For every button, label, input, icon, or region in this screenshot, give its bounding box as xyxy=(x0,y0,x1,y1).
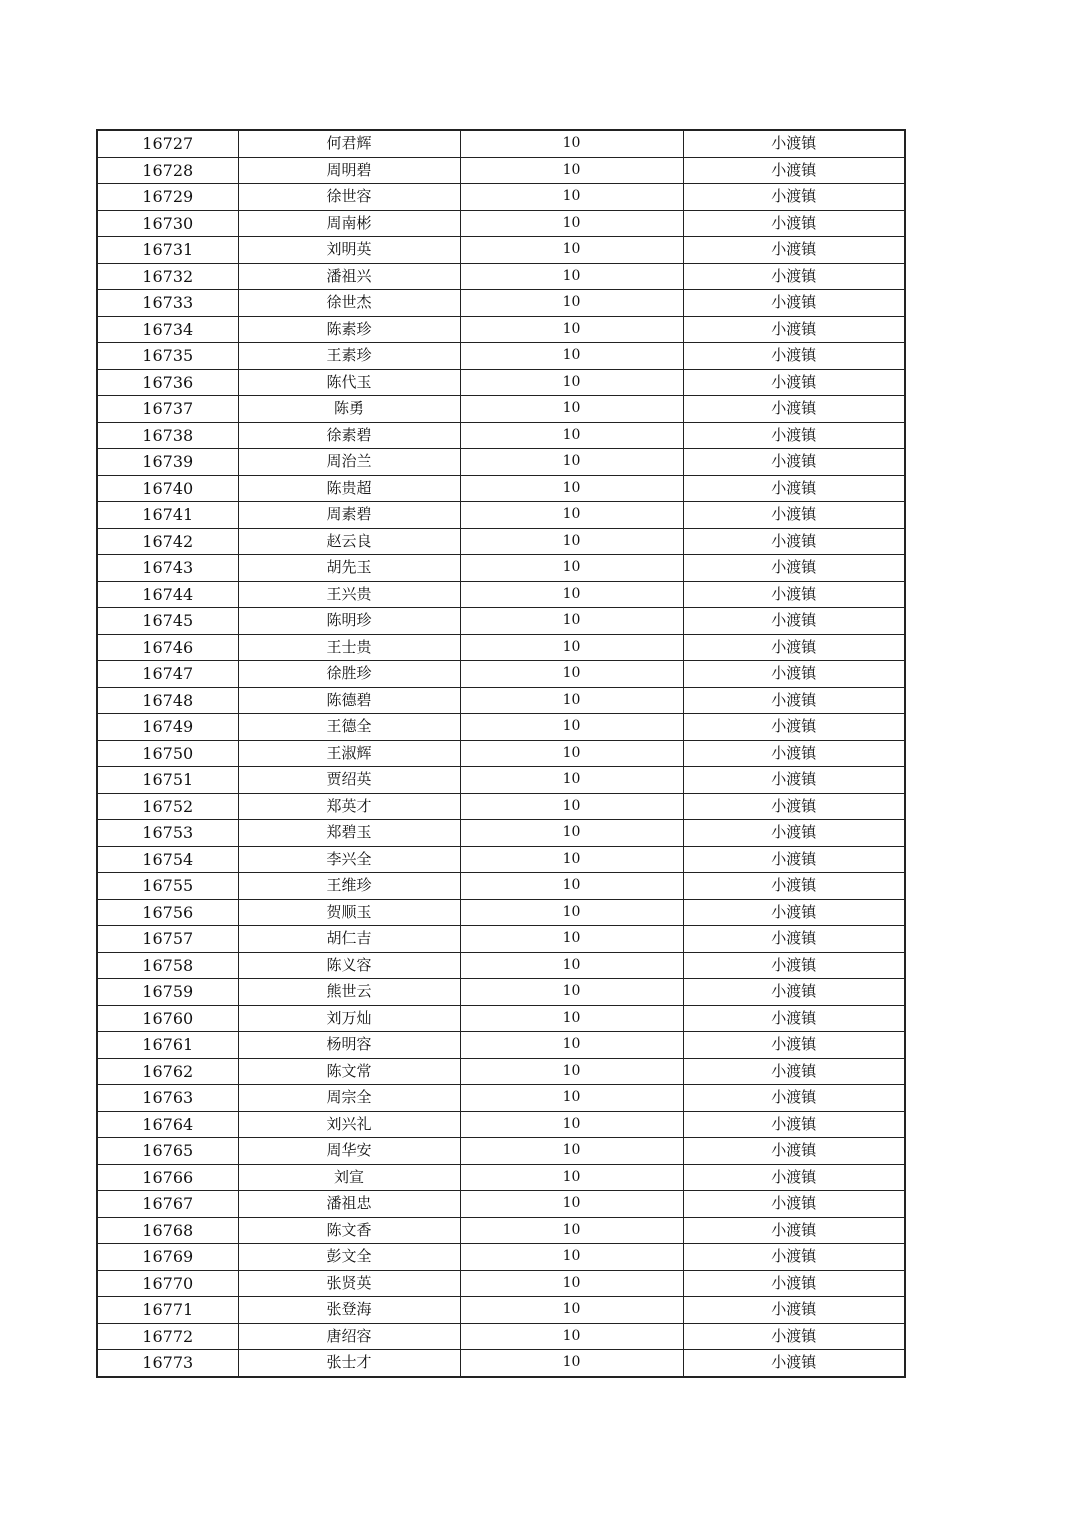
roster-table xyxy=(96,129,906,1378)
town-cell: 小渡镇 xyxy=(683,1270,905,1297)
table-row xyxy=(97,343,905,370)
name-cell: 陈素珍 xyxy=(238,316,460,343)
amount-cell: 10 xyxy=(460,793,683,820)
town-cell: 小渡镇 xyxy=(683,157,905,184)
id-cell: 16728 xyxy=(97,157,238,184)
amount-cell: 10 xyxy=(460,1111,683,1138)
id-cell: 16762 xyxy=(97,1058,238,1085)
name-cell: 陈明珍 xyxy=(238,608,460,635)
id-cell: 16752 xyxy=(97,793,238,820)
amount-cell: 10 xyxy=(460,528,683,555)
table-row xyxy=(97,1323,905,1350)
name-cell: 赵云良 xyxy=(238,528,460,555)
table-row xyxy=(97,316,905,343)
name-cell: 周治兰 xyxy=(238,449,460,476)
town-cell: 小渡镇 xyxy=(683,528,905,555)
amount-cell: 10 xyxy=(460,1005,683,1032)
name-cell: 徐世容 xyxy=(238,184,460,211)
name-cell: 潘祖兴 xyxy=(238,263,460,290)
amount-cell: 10 xyxy=(460,184,683,211)
town-cell: 小渡镇 xyxy=(683,184,905,211)
id-cell: 16742 xyxy=(97,528,238,555)
town-cell: 小渡镇 xyxy=(683,1005,905,1032)
town-cell: 小渡镇 xyxy=(683,449,905,476)
name-cell: 李兴全 xyxy=(238,846,460,873)
name-cell: 贺顺玉 xyxy=(238,899,460,926)
id-cell: 16736 xyxy=(97,369,238,396)
id-cell: 16754 xyxy=(97,846,238,873)
name-cell: 王淑辉 xyxy=(238,740,460,767)
amount-cell: 10 xyxy=(460,1191,683,1218)
name-cell: 张士才 xyxy=(238,1350,460,1377)
amount-cell: 10 xyxy=(460,952,683,979)
table-row xyxy=(97,210,905,237)
id-cell: 16758 xyxy=(97,952,238,979)
table-row xyxy=(97,290,905,317)
table-row xyxy=(97,1350,905,1377)
table-row xyxy=(97,1191,905,1218)
id-cell: 16757 xyxy=(97,926,238,953)
table-row xyxy=(97,714,905,741)
id-cell: 16751 xyxy=(97,767,238,794)
town-cell: 小渡镇 xyxy=(683,793,905,820)
name-cell: 刘万灿 xyxy=(238,1005,460,1032)
amount-cell: 10 xyxy=(460,555,683,582)
town-cell: 小渡镇 xyxy=(683,608,905,635)
town-cell: 小渡镇 xyxy=(683,1058,905,1085)
table-row xyxy=(97,634,905,661)
name-cell: 周素碧 xyxy=(238,502,460,529)
id-cell: 16750 xyxy=(97,740,238,767)
name-cell: 刘明英 xyxy=(238,237,460,264)
town-cell: 小渡镇 xyxy=(683,873,905,900)
roster-table-body xyxy=(97,130,905,1377)
amount-cell: 10 xyxy=(460,343,683,370)
id-cell: 16773 xyxy=(97,1350,238,1377)
id-cell: 16764 xyxy=(97,1111,238,1138)
amount-cell: 10 xyxy=(460,1270,683,1297)
town-cell: 小渡镇 xyxy=(683,130,905,157)
name-cell: 陈勇 xyxy=(238,396,460,423)
town-cell: 小渡镇 xyxy=(683,1350,905,1377)
table-row xyxy=(97,1270,905,1297)
name-cell: 王兴贵 xyxy=(238,581,460,608)
name-cell: 陈贵超 xyxy=(238,475,460,502)
amount-cell: 10 xyxy=(460,157,683,184)
id-cell: 16734 xyxy=(97,316,238,343)
table-row xyxy=(97,952,905,979)
id-cell: 16767 xyxy=(97,1191,238,1218)
amount-cell: 10 xyxy=(460,740,683,767)
amount-cell: 10 xyxy=(460,1350,683,1377)
name-cell: 陈文常 xyxy=(238,1058,460,1085)
table-row xyxy=(97,687,905,714)
town-cell: 小渡镇 xyxy=(683,555,905,582)
amount-cell: 10 xyxy=(460,1244,683,1271)
id-cell: 16743 xyxy=(97,555,238,582)
id-cell: 16727 xyxy=(97,130,238,157)
amount-cell: 10 xyxy=(460,581,683,608)
table-row xyxy=(97,1005,905,1032)
amount-cell: 10 xyxy=(460,767,683,794)
amount-cell: 10 xyxy=(460,926,683,953)
amount-cell: 10 xyxy=(460,661,683,688)
amount-cell: 10 xyxy=(460,1138,683,1165)
amount-cell: 10 xyxy=(460,237,683,264)
id-cell: 16739 xyxy=(97,449,238,476)
amount-cell: 10 xyxy=(460,130,683,157)
town-cell: 小渡镇 xyxy=(683,952,905,979)
table-row xyxy=(97,528,905,555)
town-cell: 小渡镇 xyxy=(683,979,905,1006)
id-cell: 16769 xyxy=(97,1244,238,1271)
town-cell: 小渡镇 xyxy=(683,634,905,661)
table-row xyxy=(97,846,905,873)
table-row xyxy=(97,1138,905,1165)
amount-cell: 10 xyxy=(460,873,683,900)
id-cell: 16745 xyxy=(97,608,238,635)
amount-cell: 10 xyxy=(460,634,683,661)
name-cell: 王素珍 xyxy=(238,343,460,370)
table-row xyxy=(97,502,905,529)
town-cell: 小渡镇 xyxy=(683,846,905,873)
name-cell: 贾绍英 xyxy=(238,767,460,794)
name-cell: 唐绍容 xyxy=(238,1323,460,1350)
id-cell: 16771 xyxy=(97,1297,238,1324)
town-cell: 小渡镇 xyxy=(683,740,905,767)
amount-cell: 10 xyxy=(460,846,683,873)
town-cell: 小渡镇 xyxy=(683,926,905,953)
id-cell: 16753 xyxy=(97,820,238,847)
amount-cell: 10 xyxy=(460,1297,683,1324)
table-row xyxy=(97,422,905,449)
table-row xyxy=(97,475,905,502)
town-cell: 小渡镇 xyxy=(683,1138,905,1165)
amount-cell: 10 xyxy=(460,714,683,741)
amount-cell: 10 xyxy=(460,1217,683,1244)
town-cell: 小渡镇 xyxy=(683,369,905,396)
table-row xyxy=(97,979,905,1006)
name-cell: 陈义容 xyxy=(238,952,460,979)
id-cell: 16768 xyxy=(97,1217,238,1244)
id-cell: 16735 xyxy=(97,343,238,370)
amount-cell: 10 xyxy=(460,1323,683,1350)
name-cell: 张登海 xyxy=(238,1297,460,1324)
amount-cell: 10 xyxy=(460,475,683,502)
amount-cell: 10 xyxy=(460,1085,683,1112)
name-cell: 张贤英 xyxy=(238,1270,460,1297)
name-cell: 王维珍 xyxy=(238,873,460,900)
name-cell: 彭文全 xyxy=(238,1244,460,1271)
name-cell: 徐素碧 xyxy=(238,422,460,449)
town-cell: 小渡镇 xyxy=(683,1217,905,1244)
town-cell: 小渡镇 xyxy=(683,263,905,290)
name-cell: 何君辉 xyxy=(238,130,460,157)
table-row xyxy=(97,157,905,184)
id-cell: 16733 xyxy=(97,290,238,317)
name-cell: 杨明容 xyxy=(238,1032,460,1059)
name-cell: 郑英才 xyxy=(238,793,460,820)
amount-cell: 10 xyxy=(460,502,683,529)
id-cell: 16729 xyxy=(97,184,238,211)
table-row xyxy=(97,926,905,953)
town-cell: 小渡镇 xyxy=(683,899,905,926)
town-cell: 小渡镇 xyxy=(683,687,905,714)
name-cell: 胡仁吉 xyxy=(238,926,460,953)
id-cell: 16747 xyxy=(97,661,238,688)
town-cell: 小渡镇 xyxy=(683,767,905,794)
amount-cell: 10 xyxy=(460,290,683,317)
name-cell: 周南彬 xyxy=(238,210,460,237)
town-cell: 小渡镇 xyxy=(683,343,905,370)
id-cell: 16770 xyxy=(97,1270,238,1297)
name-cell: 陈文香 xyxy=(238,1217,460,1244)
name-cell: 陈代玉 xyxy=(238,369,460,396)
table-row xyxy=(97,608,905,635)
id-cell: 16744 xyxy=(97,581,238,608)
town-cell: 小渡镇 xyxy=(683,422,905,449)
name-cell: 刘兴礼 xyxy=(238,1111,460,1138)
id-cell: 16730 xyxy=(97,210,238,237)
amount-cell: 10 xyxy=(460,608,683,635)
table-row xyxy=(97,820,905,847)
id-cell: 16759 xyxy=(97,979,238,1006)
town-cell: 小渡镇 xyxy=(683,1297,905,1324)
id-cell: 16731 xyxy=(97,237,238,264)
name-cell: 熊世云 xyxy=(238,979,460,1006)
name-cell: 周华安 xyxy=(238,1138,460,1165)
id-cell: 16772 xyxy=(97,1323,238,1350)
id-cell: 16741 xyxy=(97,502,238,529)
table-row xyxy=(97,130,905,157)
table-row xyxy=(97,237,905,264)
table-row xyxy=(97,767,905,794)
table-row xyxy=(97,873,905,900)
table-row xyxy=(97,263,905,290)
town-cell: 小渡镇 xyxy=(683,1085,905,1112)
name-cell: 潘祖忠 xyxy=(238,1191,460,1218)
table-row xyxy=(97,1058,905,1085)
amount-cell: 10 xyxy=(460,1058,683,1085)
table-row xyxy=(97,1085,905,1112)
id-cell: 16738 xyxy=(97,422,238,449)
table-row xyxy=(97,1217,905,1244)
town-cell: 小渡镇 xyxy=(683,316,905,343)
town-cell: 小渡镇 xyxy=(683,1111,905,1138)
id-cell: 16748 xyxy=(97,687,238,714)
table-row xyxy=(97,184,905,211)
name-cell: 周明碧 xyxy=(238,157,460,184)
id-cell: 16749 xyxy=(97,714,238,741)
amount-cell: 10 xyxy=(460,449,683,476)
name-cell: 王士贵 xyxy=(238,634,460,661)
id-cell: 16732 xyxy=(97,263,238,290)
name-cell: 胡先玉 xyxy=(238,555,460,582)
table-row xyxy=(97,740,905,767)
table-row xyxy=(97,396,905,423)
name-cell: 王德全 xyxy=(238,714,460,741)
amount-cell: 10 xyxy=(460,316,683,343)
town-cell: 小渡镇 xyxy=(683,1244,905,1271)
name-cell: 陈德碧 xyxy=(238,687,460,714)
town-cell: 小渡镇 xyxy=(683,290,905,317)
id-cell: 16760 xyxy=(97,1005,238,1032)
table-row xyxy=(97,1111,905,1138)
table-row xyxy=(97,661,905,688)
id-cell: 16756 xyxy=(97,899,238,926)
town-cell: 小渡镇 xyxy=(683,581,905,608)
town-cell: 小渡镇 xyxy=(683,714,905,741)
table-row xyxy=(97,1244,905,1271)
id-cell: 16737 xyxy=(97,396,238,423)
table-row xyxy=(97,555,905,582)
town-cell: 小渡镇 xyxy=(683,820,905,847)
town-cell: 小渡镇 xyxy=(683,237,905,264)
id-cell: 16740 xyxy=(97,475,238,502)
id-cell: 16755 xyxy=(97,873,238,900)
town-cell: 小渡镇 xyxy=(683,1323,905,1350)
town-cell: 小渡镇 xyxy=(683,396,905,423)
name-cell: 刘宣 xyxy=(238,1164,460,1191)
town-cell: 小渡镇 xyxy=(683,1164,905,1191)
table-row xyxy=(97,899,905,926)
table-row xyxy=(97,793,905,820)
name-cell: 周宗全 xyxy=(238,1085,460,1112)
town-cell: 小渡镇 xyxy=(683,502,905,529)
name-cell: 郑碧玉 xyxy=(238,820,460,847)
table-row xyxy=(97,1164,905,1191)
id-cell: 16763 xyxy=(97,1085,238,1112)
amount-cell: 10 xyxy=(460,422,683,449)
town-cell: 小渡镇 xyxy=(683,475,905,502)
town-cell: 小渡镇 xyxy=(683,210,905,237)
name-cell: 徐胜珍 xyxy=(238,661,460,688)
amount-cell: 10 xyxy=(460,820,683,847)
amount-cell: 10 xyxy=(460,210,683,237)
amount-cell: 10 xyxy=(460,369,683,396)
amount-cell: 10 xyxy=(460,687,683,714)
town-cell: 小渡镇 xyxy=(683,661,905,688)
id-cell: 16765 xyxy=(97,1138,238,1165)
table-row xyxy=(97,449,905,476)
amount-cell: 10 xyxy=(460,396,683,423)
table-row xyxy=(97,1297,905,1324)
id-cell: 16766 xyxy=(97,1164,238,1191)
amount-cell: 10 xyxy=(460,1032,683,1059)
id-cell: 16746 xyxy=(97,634,238,661)
town-cell: 小渡镇 xyxy=(683,1032,905,1059)
id-cell: 16761 xyxy=(97,1032,238,1059)
name-cell: 徐世杰 xyxy=(238,290,460,317)
amount-cell: 10 xyxy=(460,979,683,1006)
town-cell: 小渡镇 xyxy=(683,1191,905,1218)
table-row xyxy=(97,1032,905,1059)
table-row xyxy=(97,581,905,608)
amount-cell: 10 xyxy=(460,899,683,926)
amount-cell: 10 xyxy=(460,1164,683,1191)
table-row xyxy=(97,369,905,396)
amount-cell: 10 xyxy=(460,263,683,290)
